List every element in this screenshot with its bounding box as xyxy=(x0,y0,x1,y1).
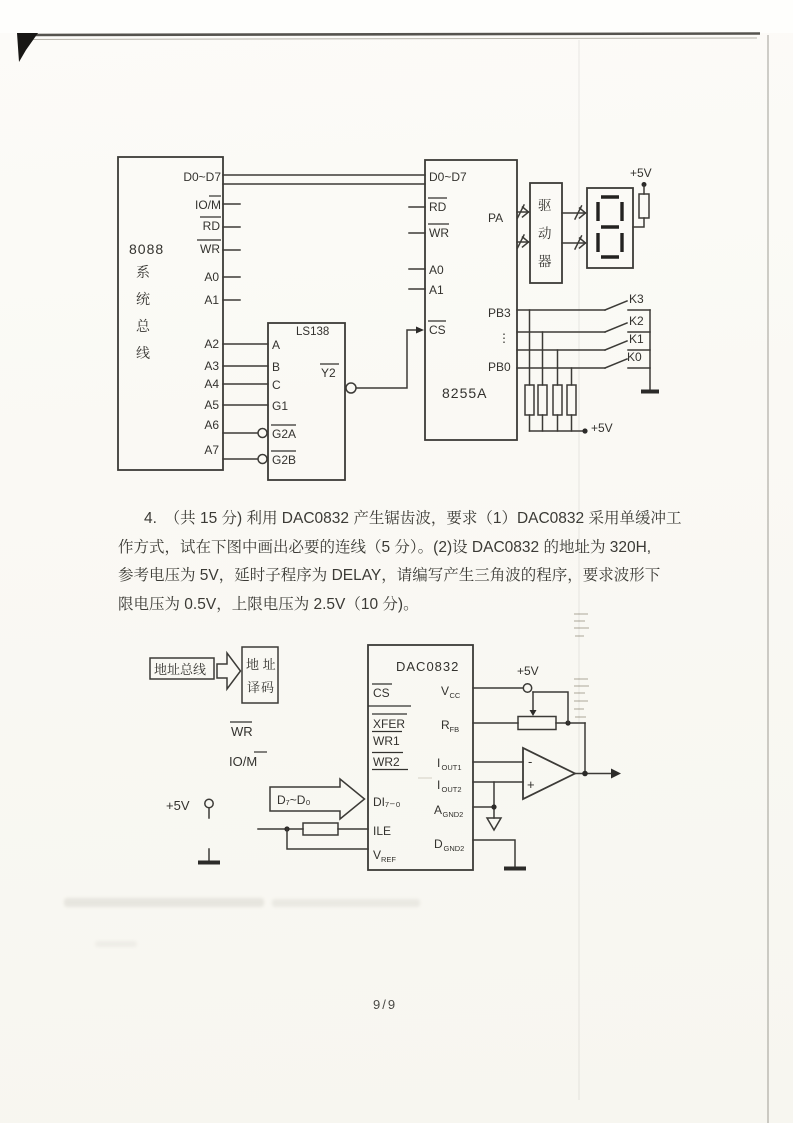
cpu-pin-a4: A4 xyxy=(204,377,219,391)
block-arrow xyxy=(217,653,241,689)
question-line: 作方式，试在下图中画出必要的连线（5 分）。(2)设 DAC0832 的地址为 320H, xyxy=(118,538,652,556)
iom-signal-label xyxy=(229,752,267,769)
decoder-pin-g1: G1 xyxy=(272,399,289,413)
ppi-8255a-block xyxy=(409,160,517,440)
cpu-label-char: 系 xyxy=(136,264,150,280)
scan-border xyxy=(17,33,760,62)
question-4-text xyxy=(118,505,693,619)
arrowhead xyxy=(416,327,424,334)
ppi-pin-wr: WR xyxy=(429,226,449,240)
decoder-pin-b: B xyxy=(272,360,281,374)
dac-pin-vcc-sub: CC xyxy=(449,691,461,700)
address-decoder-line1: 地 址 xyxy=(246,657,276,672)
bleed-through-text xyxy=(95,941,137,947)
switch-label-k0: K0 xyxy=(627,350,642,364)
plus5v-terminal xyxy=(166,798,220,863)
switch-bank xyxy=(517,292,659,392)
inverter-bubble xyxy=(258,455,267,464)
scan-page-edge xyxy=(767,35,769,1123)
dac-pin-iout2: I xyxy=(437,778,441,792)
cpu-pin-iom: IO/M xyxy=(195,198,221,212)
driver-char: 驱 xyxy=(538,198,552,213)
dac-pin-ile: ILE xyxy=(373,824,392,838)
digital-ground xyxy=(473,840,526,869)
cpu-8088-block xyxy=(118,157,223,470)
decoder-pin-a: A xyxy=(272,338,281,352)
inverter-bubble xyxy=(258,429,267,438)
ppi-pin-a0: A0 xyxy=(429,263,444,277)
cpu-label-char: 统 xyxy=(136,291,150,307)
dac-pin-dgnd2-sub: GND2 xyxy=(443,844,465,853)
scan-crease xyxy=(578,40,580,1100)
decoder-pin-g2a: G2A xyxy=(272,427,297,441)
svg-text:WR: WR xyxy=(231,724,253,739)
cpu-pin-d0d7: D0~D7 xyxy=(183,170,221,184)
inverter-bubble xyxy=(346,383,356,393)
question-line: 4. （共 15 分) 利用 DAC0832 产生锯齿波，要求（1）DAC0832 采用单缓冲工 xyxy=(144,510,682,527)
pullup-resistors xyxy=(525,310,613,435)
decoder-pin-g2b: G2B xyxy=(272,453,297,467)
plus5v-label: +5V xyxy=(517,664,539,678)
cpu-pin-a0: A0 xyxy=(204,270,219,284)
seven-segment-display xyxy=(587,188,633,268)
data-bus-label: D₇~D₀ xyxy=(277,793,311,807)
dac-title: DAC0832 xyxy=(396,659,460,674)
address-bus-label: 地址总线 xyxy=(154,662,207,677)
ground-triangle xyxy=(487,818,501,830)
bleed-through-text xyxy=(64,898,264,907)
ppi-pin-dots: ⋮ xyxy=(498,331,510,345)
decoder-pin-c: C xyxy=(272,378,281,392)
opamp xyxy=(473,748,621,799)
chip-select-wire xyxy=(357,327,425,389)
ppi-title: 8255A xyxy=(442,385,488,401)
cpu-pin-a5: A5 xyxy=(204,398,219,412)
dac-pin-iout1: I xyxy=(437,756,441,770)
analog-ground xyxy=(473,782,501,830)
ppi-pin-pb0: PB0 xyxy=(488,360,511,374)
cpu-pin-wr: WR xyxy=(200,242,220,256)
plus5v-label: +5V xyxy=(591,421,613,435)
question-line: 限电压为 0.5V，上限电压为 2.5V（10 分)。 xyxy=(118,595,419,613)
address-decoder-box xyxy=(242,647,278,703)
opamp-plus-input: + xyxy=(527,777,535,792)
cpu-label-char: 线 xyxy=(136,345,150,361)
cpu-title: 8088 xyxy=(129,241,165,257)
dac-pin-vref-sub: REF xyxy=(381,855,396,864)
cpu-label-char: 总 xyxy=(136,318,150,334)
ppi-pin-rd: RD xyxy=(429,200,447,214)
dac-pin-cs: CS xyxy=(373,686,390,700)
scan-corner-wedge xyxy=(17,33,38,62)
cpu-pin-a6: A6 xyxy=(204,418,219,432)
data-bus-arrow xyxy=(270,779,365,819)
page-number: 9/9 xyxy=(373,997,398,1012)
driver-block xyxy=(530,183,562,283)
dac-pin-vref: V xyxy=(373,848,382,862)
driver-char: 器 xyxy=(538,254,552,269)
ppi-pin-pa: PA xyxy=(488,211,504,225)
cpu-pin-rd: RD xyxy=(202,219,220,233)
bleed-through-text xyxy=(272,899,420,907)
system-bus-wires xyxy=(223,175,425,459)
opamp-minus-input: - xyxy=(528,754,533,769)
switch-label-k1: K1 xyxy=(629,332,644,346)
svg-text:IO/M: IO/M xyxy=(229,754,258,769)
dac-pin-dgnd2: D xyxy=(434,837,443,851)
dac-pin-wr2: WR2 xyxy=(373,755,400,769)
dac-pin-agnd2: A xyxy=(434,803,443,817)
dac-pin-agnd2-sub: GND2 xyxy=(442,810,464,819)
cpu-pin-a7: A7 xyxy=(204,443,219,457)
dac-pin-rfb-sub: FB xyxy=(449,725,460,734)
resistor xyxy=(303,823,338,835)
dac-pin-di: DI₇₋₀ xyxy=(373,795,401,809)
ppi-pin-d0d7: D0~D7 xyxy=(429,170,467,184)
ppi-pin-pb3: PB3 xyxy=(488,306,511,320)
switch-label-k3: K3 xyxy=(629,292,644,306)
cpu-pin-a3: A3 xyxy=(204,359,219,373)
dac-pin-rfb: R xyxy=(441,718,450,732)
cpu-pin-a1: A1 xyxy=(204,293,219,307)
dac-pin-iout2-sub: OUT2 xyxy=(441,785,462,794)
address-bus-label-box xyxy=(150,658,214,679)
output-arrowhead xyxy=(611,769,621,779)
wiper-arrowhead xyxy=(530,710,537,716)
decoder-ls138-block xyxy=(258,323,356,480)
plus5v-label: +5V xyxy=(166,798,190,813)
dac-pin-wr1: WR1 xyxy=(373,734,400,748)
dac-pin-vcc: V xyxy=(441,684,450,698)
cpu-pin-a2: A2 xyxy=(204,337,219,351)
address-decoder-line2: 译码 xyxy=(247,680,276,695)
question-line: 参考电压为 5V，延时子程序为 DELAY，请编写产生三角波的程序，要求波形下 xyxy=(118,567,661,585)
dac-pin-xfer: XFER xyxy=(373,717,406,731)
dac-pin-iout1-sub: OUT1 xyxy=(441,763,462,772)
decoder-title: LS138 xyxy=(296,326,330,338)
driver-char: 动 xyxy=(538,226,552,241)
dac0832-block xyxy=(368,645,473,870)
wr-signal-label xyxy=(230,722,253,739)
plus5v-label: +5V xyxy=(630,166,652,180)
ile-vref-wires xyxy=(258,823,368,849)
ppi-pin-cs: CS xyxy=(429,323,446,337)
vcc-wire xyxy=(473,664,539,692)
switch-label-k2: K2 xyxy=(629,314,644,328)
ppi-pin-a1: A1 xyxy=(429,283,444,297)
decoder-pin-y2: Y2 xyxy=(321,366,336,380)
